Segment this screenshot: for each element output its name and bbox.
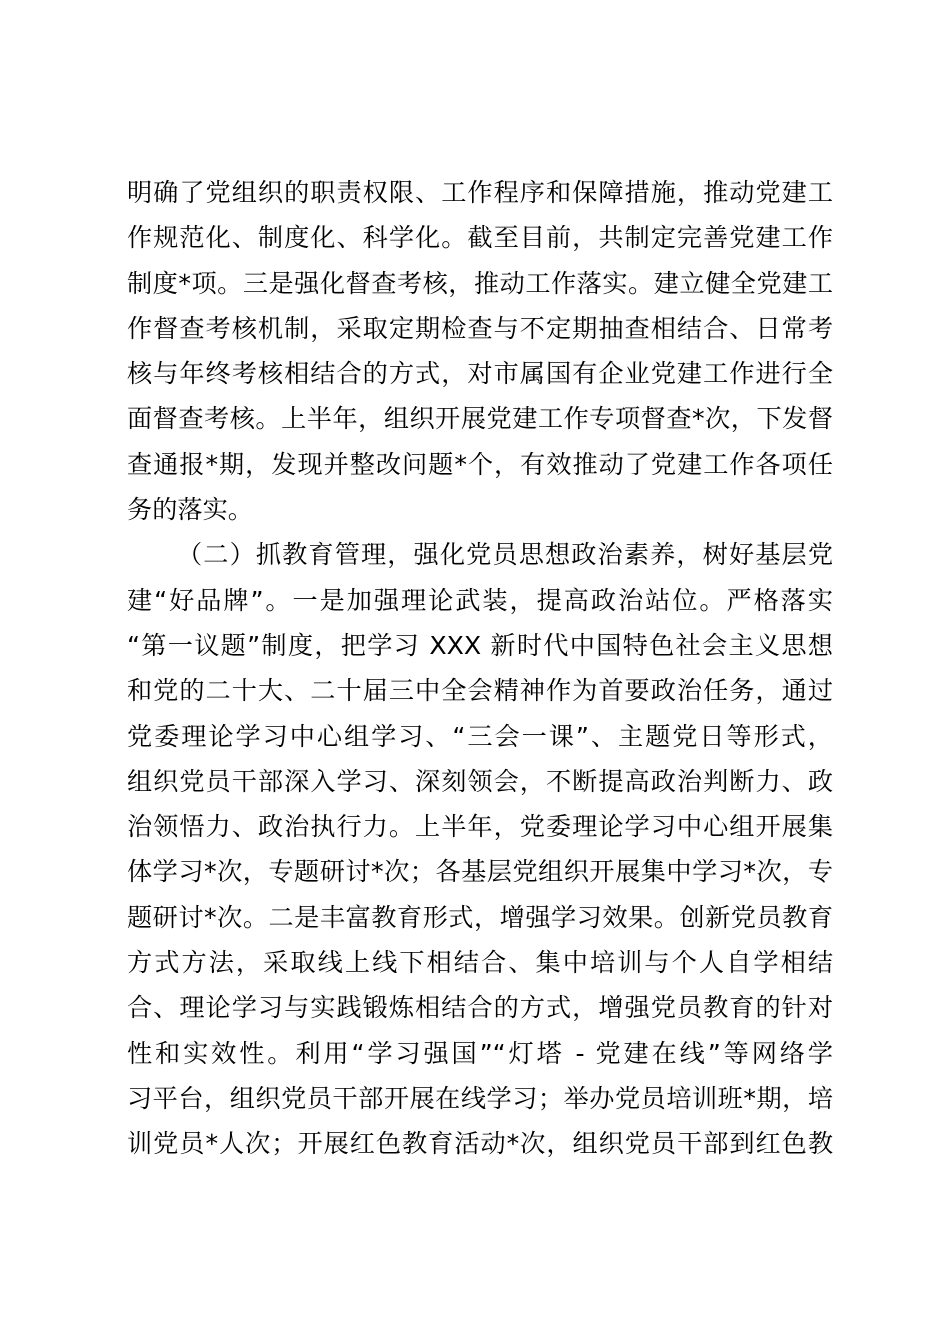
text-line-13: 党委理论学习中心组学习、“三会一课”、主题党日等形式， (127, 721, 833, 751)
text-line-22: 训党员*人次；开展红色教育活动*次，组织党员干部到红色教 (127, 1129, 833, 1159)
text-line-21: 习平台，组织党员干部开展在线学习；举办党员培训班*期，培 (127, 1083, 833, 1113)
text-line-12: 和党的二十大、二十届三中全会精神作为首要政治任务，通过 (127, 676, 833, 706)
text-line-15: 治领悟力、政治执行力。上半年，党委理论学习中心组开展集 (127, 812, 833, 842)
body-text (127, 170, 833, 1167)
text-line-11: “第一议题”制度，把学习 XXX 新时代中国特色社会主义思想 (127, 630, 833, 660)
text-line-10: 建“好品牌”。一是加强理论武装，提高政治站位。严格落实 (127, 585, 833, 615)
text-line-14: 组织党员干部深入学习、深刻领会，不断提高政治判断力、政 (127, 766, 833, 796)
text-line-18: 方式方法，采取线上线下相结合、集中培训与个人自学相结 (127, 948, 833, 978)
section-heading-line: （二）抓教育管理，强化党员思想政治素养，树好基层党 (177, 540, 833, 570)
text-line-4: 作督查考核机制，采取定期检查与不定期抽查相结合、日常考 (127, 313, 833, 343)
text-line-3: 制度*项。三是强化督查考核，推动工作落实。建立健全党建工 (127, 268, 833, 298)
text-line-5: 核与年终考核相结合的方式，对市属国有企业党建工作进行全 (127, 359, 833, 389)
text-line-16: 体学习*次，专题研讨*次；各基层党组织开展集中学习*次，专 (127, 857, 833, 887)
text-line-2: 作规范化、制度化、科学化。截至目前，共制定完善党建工作 (127, 223, 833, 253)
text-line-8: 务的落实。 (127, 495, 253, 525)
text-line-7: 查通报*期，发现并整改问题*个，有效推动了党建工作各项任 (127, 449, 833, 479)
text-line-17: 题研讨*次。二是丰富教育形式，增强学习效果。创新党员教育 (127, 902, 833, 932)
text-line-1: 明确了党组织的职责权限、工作程序和保障措施，推动党建工 (127, 178, 833, 207)
text-line-19: 合、理论学习与实践锻炼相结合的方式，增强党员教育的针对 (127, 993, 833, 1023)
text-line-20: 性和实效性。利用“学习强国”“灯塔 - 党建在线”等网络学 (127, 1038, 833, 1068)
text-line-6: 面督查考核。上半年，组织开展党建工作专项督查*次，下发督 (127, 404, 833, 434)
